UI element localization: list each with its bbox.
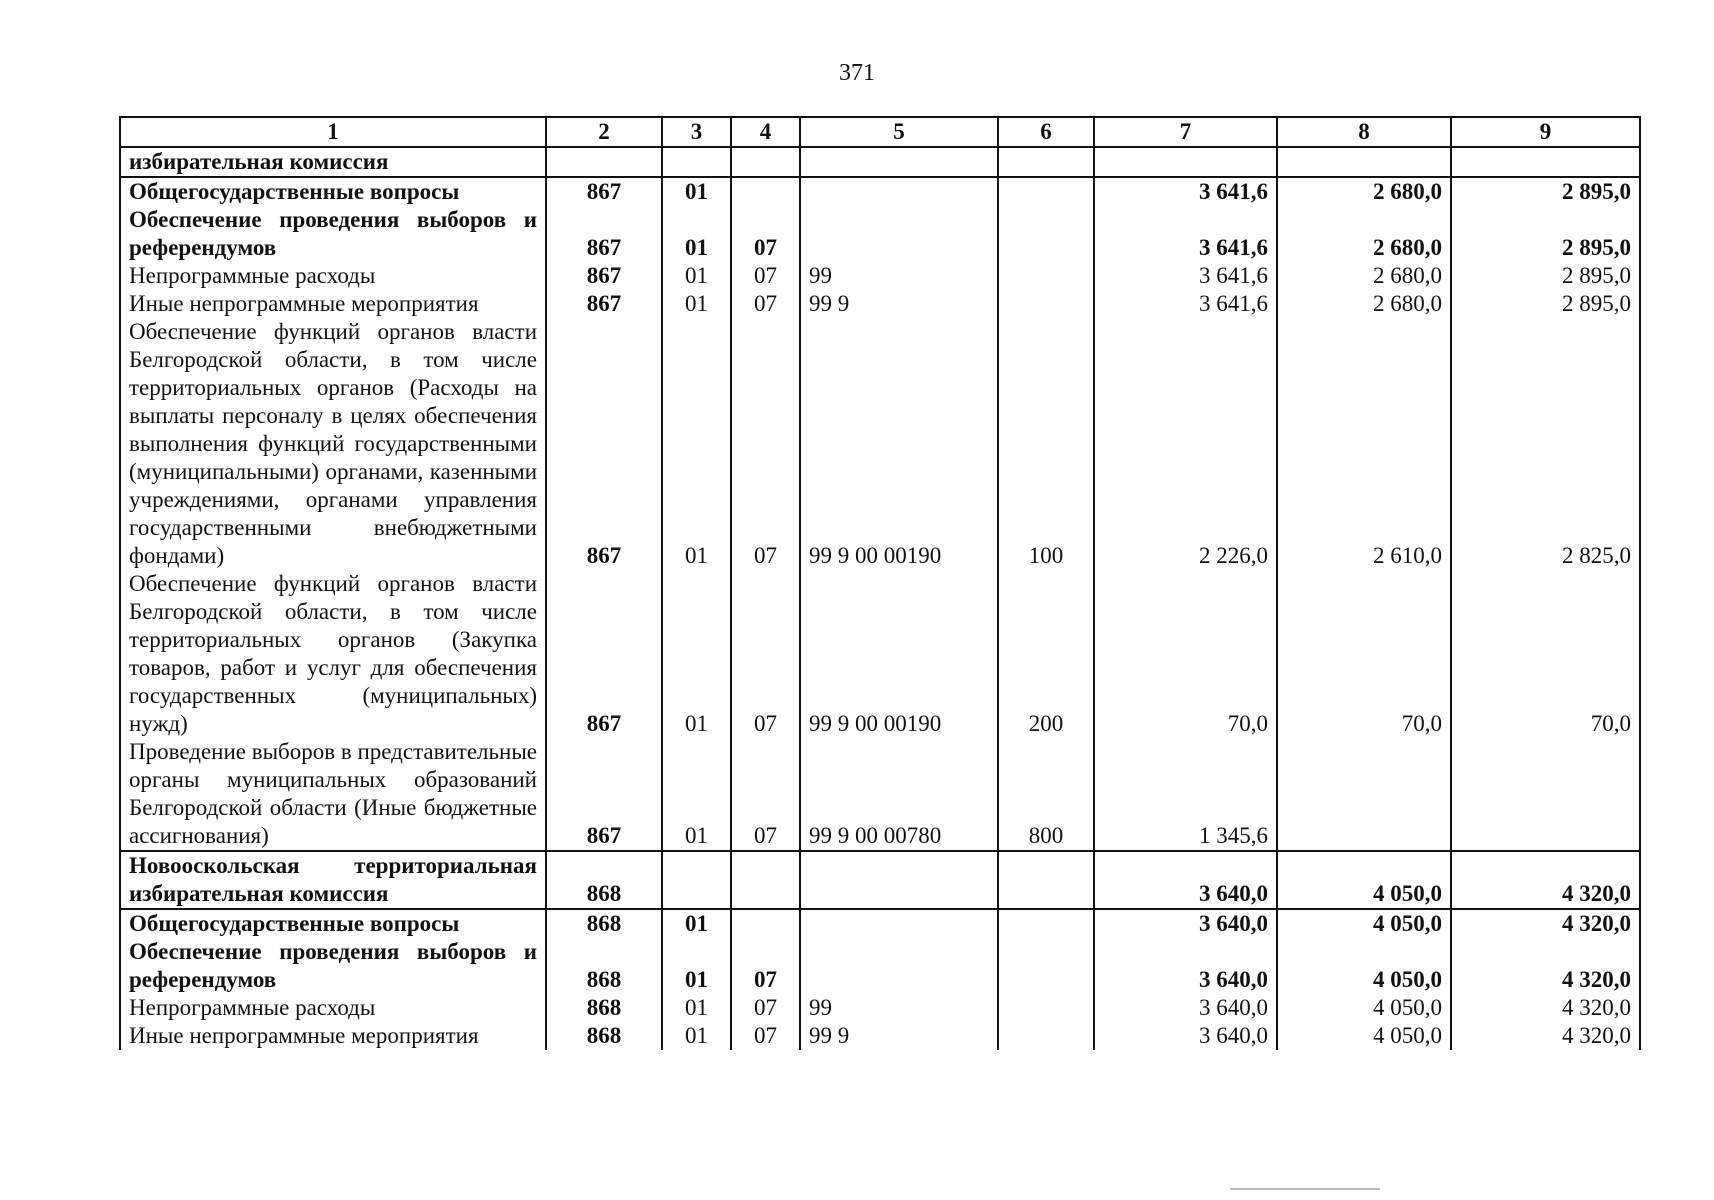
column-header-6: 6	[998, 117, 1094, 147]
cell-subsection: 07	[731, 938, 800, 994]
cell-amount-col8	[1277, 738, 1451, 851]
cell-expense-type	[998, 994, 1094, 1022]
cell-section	[662, 147, 731, 177]
cell-section: 01	[662, 290, 731, 318]
row-name: Общегосударственные вопросы	[120, 177, 546, 206]
cell-amount-col8: 2 680,0	[1277, 290, 1451, 318]
cell-amount-col9	[1451, 147, 1640, 177]
cell-amount-col9: 4 320,0	[1451, 994, 1640, 1022]
row-name: Обеспечение функций органов власти Белгородской области, в том числе территориальных органов (Закупка товаров, работ и услуг для обеспечения государственных (муниципальных) нужд)	[120, 570, 546, 738]
cell-amount-col9: 2 895,0	[1451, 262, 1640, 290]
cell-amount-col7: 3 641,6	[1094, 177, 1277, 206]
cell-amount-col9: 2 895,0	[1451, 177, 1640, 206]
cell-admin-code: 867	[546, 262, 662, 290]
cell-amount-col7: 1 345,6	[1094, 738, 1277, 851]
cell-admin-code: 867	[546, 290, 662, 318]
budget-table	[119, 116, 1641, 1050]
column-header-4: 4	[731, 117, 800, 147]
cell-section: 01	[662, 262, 731, 290]
cell-section: 01	[662, 738, 731, 851]
cell-amount-col9: 2 825,0	[1451, 318, 1640, 570]
cell-amount-col8: 2 610,0	[1277, 318, 1451, 570]
cell-section: 01	[662, 177, 731, 206]
cell-target-article	[800, 938, 998, 994]
cell-amount-col9	[1451, 738, 1640, 851]
cell-amount-col8: 4 050,0	[1277, 851, 1451, 909]
table-row	[120, 290, 1640, 318]
cell-section: 01	[662, 994, 731, 1022]
cell-subsection: 07	[731, 206, 800, 262]
column-header-1: 1	[120, 117, 546, 147]
cell-amount-col7: 3 640,0	[1094, 994, 1277, 1022]
cell-amount-col9: 70,0	[1451, 570, 1640, 738]
cell-section: 01	[662, 206, 731, 262]
cell-subsection: 07	[731, 262, 800, 290]
cell-subsection: 07	[731, 570, 800, 738]
cell-target-article: 99 9	[800, 290, 998, 318]
cell-section: 01	[662, 938, 731, 994]
cell-target-article	[800, 851, 998, 909]
cell-amount-col7: 2 226,0	[1094, 318, 1277, 570]
cell-amount-col7: 3 641,6	[1094, 262, 1277, 290]
cell-subsection	[731, 147, 800, 177]
cell-subsection: 07	[731, 994, 800, 1022]
cell-amount-col8: 4 050,0	[1277, 994, 1451, 1022]
row-name: Непрограммные расходы	[120, 262, 546, 290]
scan-artifact-line	[1230, 1188, 1380, 1190]
cell-target-article: 99	[800, 994, 998, 1022]
row-name: Проведение выборов в представительные органы муниципальных образований Белгородской области (Иные бюджетные ассигнования)	[120, 738, 546, 851]
table-row	[120, 262, 1640, 290]
row-name: избирательная комиссия	[120, 147, 546, 177]
row-name: Обеспечение функций органов власти Белгородской области, в том числе территориальных органов (Расходы на выплаты персоналу в целях обеспечения выполнения функций государственными (муниципальными) органами, казенными учреждениями, органами управления государственными внебюджетными фондами)	[120, 318, 546, 570]
cell-admin-code: 867	[546, 206, 662, 262]
column-header-7: 7	[1094, 117, 1277, 147]
cell-subsection	[731, 909, 800, 938]
row-name: Обеспечение проведения выборов и референдумов	[120, 206, 546, 262]
table-row	[120, 938, 1640, 994]
cell-section: 01	[662, 570, 731, 738]
cell-subsection	[731, 177, 800, 206]
cell-target-article: 99 9 00 00190	[800, 318, 998, 570]
table-row	[120, 738, 1640, 851]
cell-target-article: 99 9 00 00190	[800, 570, 998, 738]
cell-target-article: 99	[800, 262, 998, 290]
cell-subsection: 07	[731, 290, 800, 318]
cell-amount-col8: 4 050,0	[1277, 909, 1451, 938]
row-name: Иные непрограммные мероприятия	[120, 1022, 546, 1050]
cell-target-article	[800, 147, 998, 177]
cell-admin-code: 868	[546, 909, 662, 938]
cell-amount-col7: 70,0	[1094, 570, 1277, 738]
cell-target-article	[800, 909, 998, 938]
row-name: Непрограммные расходы	[120, 994, 546, 1022]
cell-expense-type: 200	[998, 570, 1094, 738]
row-name: Новооскольская территориальная избирательная комиссия	[120, 851, 546, 909]
cell-amount-col9: 4 320,0	[1451, 938, 1640, 994]
cell-amount-col7	[1094, 147, 1277, 177]
page-number: 371	[839, 60, 875, 86]
cell-admin-code: 868	[546, 938, 662, 994]
cell-target-article: 99 9	[800, 1022, 998, 1050]
cell-expense-type	[998, 938, 1094, 994]
cell-admin-code	[546, 147, 662, 177]
table-row	[120, 318, 1640, 570]
cell-amount-col8: 2 680,0	[1277, 177, 1451, 206]
cell-amount-col9: 2 895,0	[1451, 290, 1640, 318]
row-name: Иные непрограммные мероприятия	[120, 290, 546, 318]
row-name: Обеспечение проведения выборов и референдумов	[120, 938, 546, 994]
cell-amount-col7: 3 640,0	[1094, 851, 1277, 909]
cell-expense-type: 100	[998, 318, 1094, 570]
cell-amount-col7: 3 641,6	[1094, 290, 1277, 318]
cell-expense-type	[998, 147, 1094, 177]
cell-subsection: 07	[731, 1022, 800, 1050]
cell-expense-type	[998, 909, 1094, 938]
cell-expense-type	[998, 1022, 1094, 1050]
cell-target-article	[800, 177, 998, 206]
cell-amount-col9: 4 320,0	[1451, 851, 1640, 909]
cell-amount-col7: 3 640,0	[1094, 909, 1277, 938]
cell-amount-col8: 4 050,0	[1277, 1022, 1451, 1050]
table-row	[120, 147, 1640, 177]
table-row	[120, 177, 1640, 206]
cell-admin-code: 867	[546, 738, 662, 851]
column-header-9: 9	[1451, 117, 1640, 147]
cell-amount-col8	[1277, 147, 1451, 177]
cell-expense-type: 800	[998, 738, 1094, 851]
column-header-3: 3	[662, 117, 731, 147]
cell-expense-type	[998, 851, 1094, 909]
cell-section: 01	[662, 909, 731, 938]
cell-subsection: 07	[731, 318, 800, 570]
cell-amount-col9: 2 895,0	[1451, 206, 1640, 262]
cell-expense-type	[998, 177, 1094, 206]
cell-amount-col8: 2 680,0	[1277, 262, 1451, 290]
cell-expense-type	[998, 290, 1094, 318]
cell-admin-code: 868	[546, 1022, 662, 1050]
table-row	[120, 206, 1640, 262]
cell-amount-col9: 4 320,0	[1451, 1022, 1640, 1050]
cell-expense-type	[998, 206, 1094, 262]
cell-target-article	[800, 206, 998, 262]
table-row	[120, 851, 1640, 909]
cell-target-article: 99 9 00 00780	[800, 738, 998, 851]
cell-expense-type	[998, 262, 1094, 290]
table-header	[120, 117, 1640, 147]
cell-amount-col7: 3 640,0	[1094, 938, 1277, 994]
table-body	[120, 147, 1640, 1050]
cell-admin-code: 867	[546, 177, 662, 206]
cell-section: 01	[662, 1022, 731, 1050]
cell-amount-col8: 70,0	[1277, 570, 1451, 738]
cell-amount-col8: 2 680,0	[1277, 206, 1451, 262]
cell-amount-col9: 4 320,0	[1451, 909, 1640, 938]
cell-section	[662, 851, 731, 909]
cell-amount-col8: 4 050,0	[1277, 938, 1451, 994]
column-header-2: 2	[546, 117, 662, 147]
cell-admin-code: 867	[546, 570, 662, 738]
table-row	[120, 909, 1640, 938]
cell-admin-code: 867	[546, 318, 662, 570]
cell-amount-col7: 3 640,0	[1094, 1022, 1277, 1050]
table-row	[120, 570, 1640, 738]
cell-section: 01	[662, 318, 731, 570]
table-row	[120, 994, 1640, 1022]
column-header-5: 5	[800, 117, 998, 147]
header-row	[120, 117, 1640, 147]
row-name: Общегосударственные вопросы	[120, 909, 546, 938]
cell-amount-col7: 3 641,6	[1094, 206, 1277, 262]
cell-admin-code: 868	[546, 994, 662, 1022]
cell-subsection: 07	[731, 738, 800, 851]
column-header-8: 8	[1277, 117, 1451, 147]
cell-subsection	[731, 851, 800, 909]
cell-admin-code: 868	[546, 851, 662, 909]
table-row	[120, 1022, 1640, 1050]
